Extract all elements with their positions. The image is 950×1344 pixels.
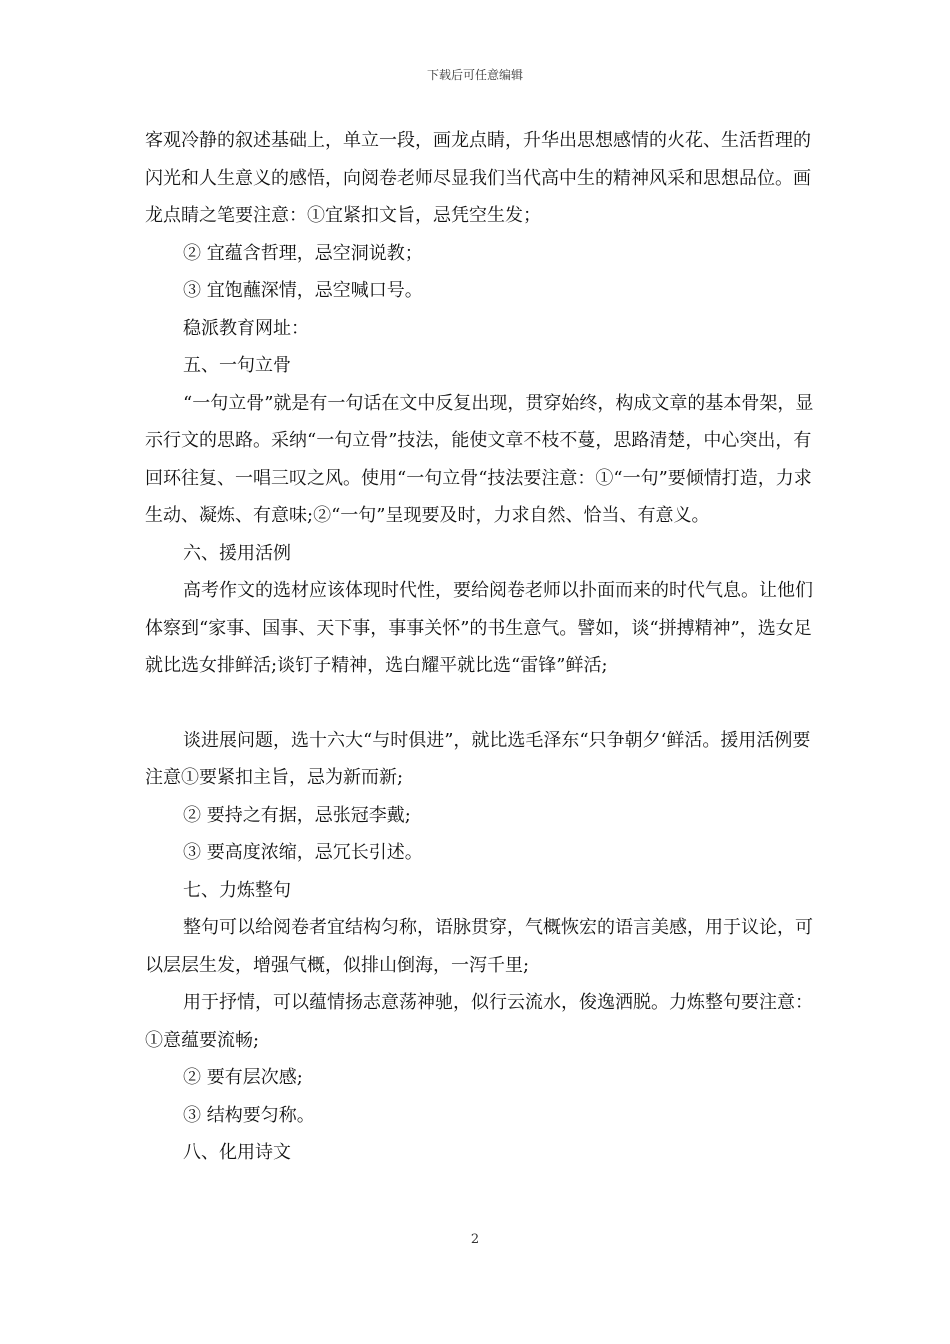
- paragraph-point-6-3: ③ 要高度浓缩，忌冗长引述。: [183, 842, 423, 863]
- paragraph-point-6-2: ② 要持之有据，忌张冠李戴;: [183, 804, 411, 826]
- document-body: [145, 122, 817, 1172]
- paragraph-point-2: ② 宜蕴含哲理，忌空洞说教；: [183, 242, 423, 264]
- paragraph-section-5: “一句立骨”就是有一句话在文中反复出现，贯穿始终，构成文章的基本骨架，显示行文的思路。采纳“一句立骨”技法，能使文章不枝不蔓，思路清楚，中心突出，有回环往复、一唱三叹之风。使用“一句立骨“技法要注意：①“一句”要倾情打造，力求生动、凝炼、有意味;②“一句”呈现要及时，力求自然、恰当、有意义。: [145, 392, 814, 526]
- section-heading-6: 六、援用活例: [183, 542, 291, 564]
- section-heading-7: 七、力炼整句: [183, 879, 291, 901]
- paragraph-section-6: 高考作文的选材应该体现时代性，要给阅卷老师以扑面而来的时代气息。让他们体察到“家事、国事、天下事，事事关怀”的书生意气。譬如，谈“拼搏精神”，选女足就比选女排鲜活;谈钉子精神，选白耀平就比选“雷锋”鲜活;: [145, 580, 813, 676]
- paragraph-website: 稳派教育网址：: [183, 317, 309, 339]
- paragraph-section-7: 整句可以给阅卷者宜结构匀称，语脉贯穿，气概恢宏的语言美感，用于议论，可以层层生发，增强气概，似排山倒海，一泻千里;: [145, 917, 813, 976]
- paragraph-point-7-3: ③ 结构要匀称。: [183, 1104, 315, 1126]
- paragraph-point-7-2: ② 要有层次感;: [183, 1067, 303, 1088]
- paragraph-section-7-lyric: 用于抒情，可以蕴情扬志意荡神驰，似行云流水，俊逸洒脱。力炼整句要注意：①意蕴要流畅;: [145, 992, 813, 1051]
- paragraph-section-6-continued: 谈进展问题，选十六大“与时俱进”，就比选毛泽东“只争朝夕‘鲜活。援用活例要注意①要紧扣主旨，忌为新而新;: [145, 729, 811, 788]
- page-number: 2: [470, 1232, 480, 1247]
- paragraph-gap: [145, 685, 817, 722]
- paragraph-intro: 客观冷静的叙述基础上，单立一段，画龙点睛，升华出思想感情的火花、生活哲理的闪光和人生意义的感悟，向阅卷老师尽显我们当代高中生的精神风采和思想品位。画龙点睛之笔要注意：①宜紧扣文旨，忌凭空生发；: [145, 130, 811, 226]
- section-heading-5: 五、一句立骨: [183, 355, 291, 376]
- section-heading-8: 八、化用诗文: [183, 1142, 291, 1163]
- paragraph-point-3: ③ 宜饱蘸深情，忌空喊口号。: [183, 280, 423, 301]
- page-header: 下载后可任意编辑: [426, 68, 523, 82]
